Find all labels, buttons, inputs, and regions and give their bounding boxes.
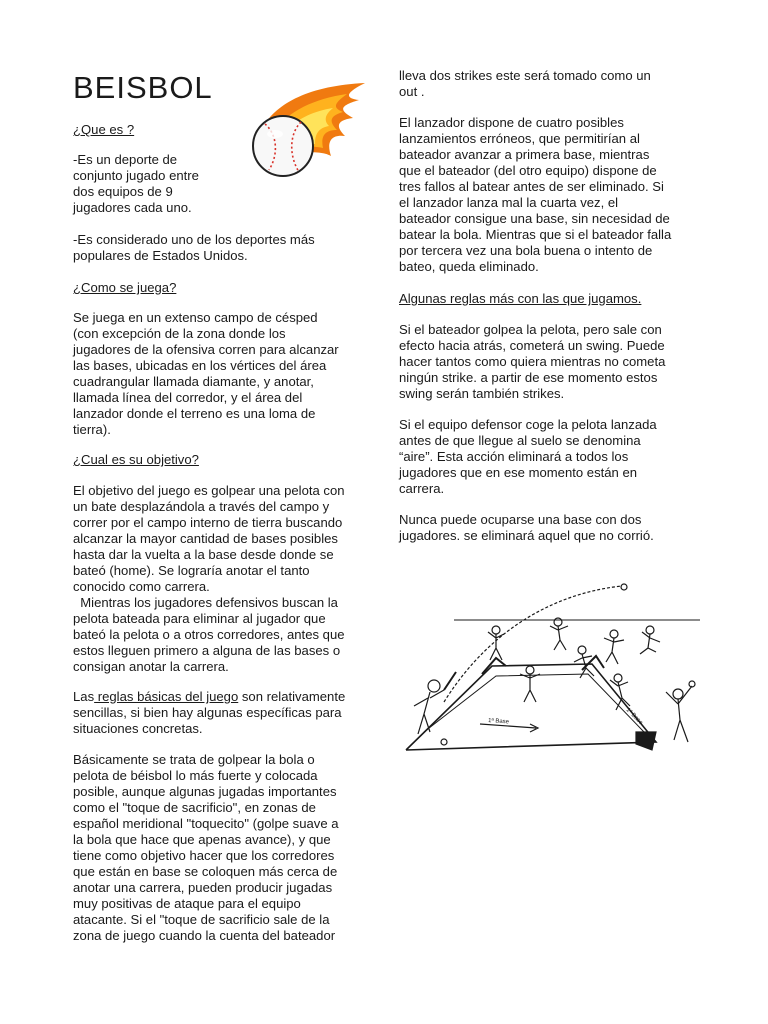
text-line: zona de juego cuando la cuenta del bateador [73,928,336,943]
text-line: jugadores cada uno. [73,200,192,215]
text-line: la bola que hace que apenas avance), y que [73,832,331,847]
text-line: dos equipos de 9 [73,184,173,199]
text-line: hacer tantos como quiera mientras no cometa [399,354,666,369]
text-line: Si el bateador golpea la pelota, pero sale con [399,322,662,337]
text-line: (con excepción de la zona donde los [73,326,286,341]
heading-objetivo-wrap [73,452,373,468]
text-line: Si el equipo defensor coge la pelota lanzada [399,417,657,432]
batter-figure [414,672,456,745]
text-line: como el "toque de sacrificio", en zonas de [73,800,316,815]
text-line: Nunca puede ocuparse una base con dos [399,512,642,527]
heading-como-se-juega-wrap [73,280,373,296]
text-line: jugadores. se eliminará aquel que no corrió. [399,528,654,543]
text-line: El objetivo del juego es golpear una pelota con [73,483,345,498]
base-label-2: 1ª Base [624,707,644,727]
text-line: carrera. [399,481,445,496]
text-line: conjunto jugado entre [73,168,199,183]
paragraph-out [399,68,699,100]
paragraph-objective [73,483,373,675]
text-line: populares de Estados Unidos. [73,248,248,263]
text-line: swing serán también strikes. [399,386,565,401]
text-line: antes de que llegue al suelo se denomina [399,433,641,448]
text-line: jugadores de la ofensiva corren para alcanzar [73,342,339,357]
text-fragment: son relativamente [238,689,346,704]
heading-reglas-wrap [399,291,699,307]
baseball-icon [621,584,627,590]
text-line: jugadores que en ese momento están en [399,465,638,480]
paragraph-pitcher [399,115,699,275]
text-line: tres fallos al batear antes de ser eliminado. Si [399,179,664,194]
text-line: lanzador donde el terreno es una loma de [73,406,316,421]
text-line: bateo, queda eliminado. [399,259,539,274]
text-line: tiene como objetivo hacer que los corredores [73,848,335,863]
text-line: batear la bola. Mientras que si el bateador falla [399,227,672,242]
text-line: bateador consigue una base, sin necesidad de [399,211,670,226]
text-line: pelota de béisbol lo más fuerte y colocada [73,768,318,783]
paragraph-aire [399,417,699,497]
fielder-figures [488,618,695,742]
text-line: Se juega en un extenso campo de césped [73,310,318,325]
text-line: pelota bateada para eliminar al jugador que [73,611,326,626]
text-line: tierra). [73,422,111,437]
text-line: -Es un deporte de [73,152,178,167]
text-line [73,689,373,705]
text-line: efecto hacia atrás, cometerá un swing. Puede [399,338,665,353]
paragraph-rules [73,689,373,737]
text-line: bateador avanzar a primera base, mientras [399,147,650,162]
text-line: bateó la pelota o a otros corredores, antes que [73,627,345,642]
page-title: BEISBOL [73,70,213,105]
paragraph-swing [399,322,699,402]
text-line: conocido como carrera. [73,579,210,594]
text-line: Básicamente se trata de golpear la bola o [73,752,315,767]
paragraph-basics [73,752,373,944]
rules-link[interactable]: reglas básicas del juego [94,689,239,704]
heading-como-se-juega: ¿Como se juega? [73,280,177,295]
left-column [73,122,373,138]
text-line: ningún strike. a partir de ese momento estos [399,370,658,385]
text-line: alcanzar la mayor cantidad de bases posibles [73,531,338,546]
text-line: -Es considerado uno de los deportes más [73,232,315,247]
paragraph-definition [73,152,223,216]
text-line: hasta dar la vuelta a la base desde donde se [73,547,334,562]
text-line: estos lleguen primero a alguna de las bases o [73,643,341,658]
text-line: atacante. Si el "toque de sacrificio sale de la [73,912,330,927]
heading-objetivo: ¿Cual es su objetivo? [73,452,199,467]
text-line: muy positivas de ataque para el equipo [73,896,301,911]
heading-reglas: Algunas reglas más con las que jugamos. [399,291,642,306]
text-line: El lanzador dispone de cuatro posibles [399,115,624,130]
heading-que-es: ¿Que es ? [73,122,135,137]
text-line: las bases, ubicadas en los vértices del área [73,358,327,373]
text-line: posible, aunque algunas jugadas importantes [73,784,337,799]
text-line: por tercera vez una bola buena o intento de [399,243,653,258]
baseball-field-illustration [404,582,700,760]
text-line: cuadrangular llamada diamante, y anotar, [73,374,314,389]
paragraph-base-rule [399,512,699,544]
text-line: llamada línea del corredor, y el área del [73,390,303,405]
text-line: correr por el campo interno de tierra buscando [73,515,343,530]
text-line: lleva dos strikes este será tomado como un [399,68,651,83]
text-line: out . [399,84,425,99]
text-line: anotar una carrera, pueden producir jugadas [73,880,333,895]
text-line: español meridional "toquecito" (golpe suave a [73,816,339,831]
text-line: un bate desplazándola a través del campo y [73,499,330,514]
text-line: Mientras los jugadores defensivos buscan la [73,595,338,610]
text-line: el lanzador lanza mal la cuarta vez, el [399,195,619,210]
paragraph-field [73,310,373,438]
text-line: lanzamientos erróneos, que permitirían al [399,131,640,146]
text-line: que están en base se coloquen más cerca de [73,864,338,879]
text-line: sencillas, si bien hay algunas específicas para [73,705,342,720]
base-label: 1ª Base [487,718,510,726]
text-line: que el bateador (del otro equipo) dispone de [399,163,657,178]
text-line: situaciones concretas. [73,721,203,736]
text-line: bateó (home). Se lograría anotar el tanto [73,563,310,578]
text-fragment: Las [73,689,95,704]
text-line: “aire”. Esta acción eliminará a todos los [399,449,629,464]
paragraph-popularity [73,232,373,264]
text-line: consigan anotar la carrera. [73,659,229,674]
